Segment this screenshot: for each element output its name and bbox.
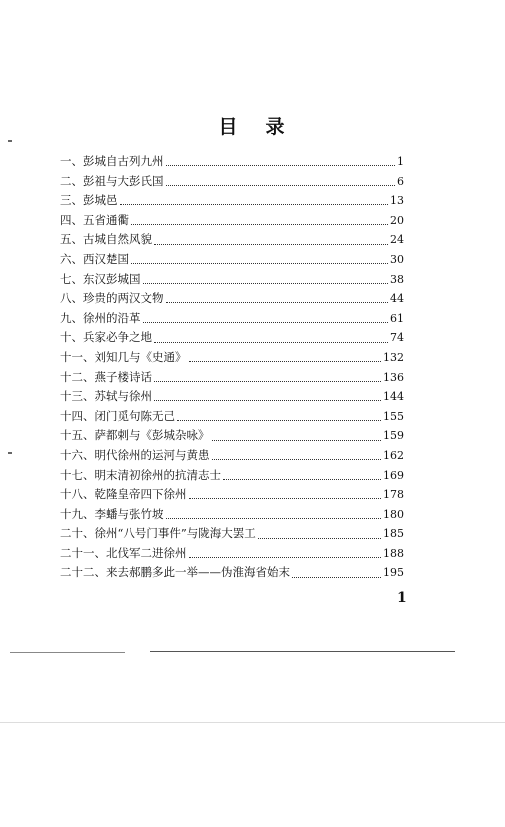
toc-entry-title: 四、五省通衢 [60, 212, 129, 227]
toc-entry-page: 155 [383, 409, 404, 423]
dot-leader [223, 469, 381, 480]
toc-entry [60, 309, 404, 329]
toc-entry-page: 188 [383, 546, 404, 560]
dot-leader [131, 214, 388, 225]
title-char-right: 录 [265, 116, 287, 138]
toc-entry-title: 十六、明代徐州的运河与黄患 [60, 447, 210, 462]
scan-mark [8, 140, 12, 142]
dot-leader [212, 430, 382, 441]
toc-entry [60, 446, 404, 466]
toc-entry-title: 九、徐州的沿革 [60, 310, 141, 325]
toc-entry-page: 136 [383, 370, 404, 384]
dot-leader [154, 332, 388, 343]
scan-mark [8, 452, 12, 454]
scan-line [150, 651, 455, 652]
toc-entry-title: 五、古城自然风貌 [60, 232, 152, 247]
toc-entry-page: 1 [397, 155, 404, 168]
dot-leader [189, 547, 382, 558]
toc-entry-title: 十五、萨都剌与《彭城杂咏》 [60, 428, 210, 443]
dot-leader [143, 273, 389, 284]
toc-entry-page: 195 [383, 566, 404, 580]
toc-entry-title: 十八、乾隆皇帝四下徐州 [60, 487, 187, 502]
toc-entry-page: 178 [383, 488, 404, 502]
dot-leader [258, 528, 381, 539]
toc-entry [60, 270, 404, 290]
toc-entry-page: 13 [390, 194, 404, 208]
toc-entry [60, 485, 404, 505]
dot-leader [292, 567, 381, 578]
dot-leader [154, 234, 388, 245]
dot-leader [166, 155, 396, 166]
dot-leader [189, 351, 382, 362]
toc-entry [60, 466, 404, 486]
dot-leader [131, 253, 388, 264]
toc-entry-title: 十三、苏轼与徐州 [60, 389, 152, 404]
toc-entry-page: 162 [383, 448, 404, 462]
toc-entry [60, 544, 404, 564]
toc-entry [60, 289, 404, 309]
toc-entry-title: 二、彭祖与大彭氏国 [60, 173, 164, 188]
toc-entry-page: 44 [390, 292, 404, 306]
toc-entry-page: 24 [390, 233, 404, 247]
title-char-left: 目 [218, 116, 240, 138]
toc-entry-page: 159 [383, 429, 404, 443]
toc-entry [60, 387, 404, 407]
toc-entry [60, 172, 404, 192]
page-title [0, 112, 505, 139]
toc-entry [60, 505, 404, 525]
dot-leader [154, 371, 381, 382]
dot-leader [177, 410, 381, 421]
dot-leader [189, 488, 382, 499]
toc-entry [60, 368, 404, 388]
dot-leader [166, 175, 396, 186]
dot-leader [166, 508, 382, 519]
page-number: 1 [397, 590, 407, 606]
toc-entry-title: 十九、李蟠与张竹坡 [60, 506, 164, 521]
toc-entry [60, 348, 404, 368]
table-of-contents [60, 152, 404, 583]
toc-entry [60, 230, 404, 250]
toc-entry [60, 426, 404, 446]
toc-entry-page: 180 [383, 507, 404, 521]
toc-entry-title: 二十二、来去郝鹏多此一举——伪淮海省始末 [60, 565, 290, 580]
toc-entry-title: 十一、刘知几与《史通》 [60, 349, 187, 364]
dot-leader [120, 194, 389, 205]
scan-line [0, 722, 505, 723]
dot-leader [143, 312, 389, 323]
toc-entry-title: 七、东汉彭城国 [60, 271, 141, 286]
toc-entry [60, 563, 404, 583]
toc-entry-title: 十七、明末清初徐州的抗清志士 [60, 467, 221, 482]
scan-line [10, 652, 125, 653]
toc-entry-title: 八、珍贵的两汉文物 [60, 291, 164, 306]
toc-entry [60, 407, 404, 427]
toc-entry-title: 十四、闭门觅句陈无己 [60, 408, 175, 423]
toc-entry-title: 十、兵家必争之地 [60, 330, 152, 345]
toc-entry-title: 十二、燕子楼诗话 [60, 369, 152, 384]
toc-entry-page: 38 [390, 272, 404, 286]
dot-leader [154, 390, 381, 401]
toc-entry [60, 250, 404, 270]
toc-entry-title: 二十、徐州“八号门事件”与陇海大罢工 [60, 526, 256, 541]
toc-entry-title: 三、彭城邑 [60, 193, 118, 208]
toc-entry [60, 152, 404, 172]
toc-entry-page: 144 [383, 390, 404, 404]
toc-entry-page: 30 [390, 252, 404, 266]
toc-entry [60, 328, 404, 348]
toc-entry-title: 二十一、北伐军二进徐州 [60, 545, 187, 560]
dot-leader [166, 292, 389, 303]
toc-entry-title: 一、彭城自古列九州 [60, 154, 164, 168]
toc-entry [60, 191, 404, 211]
toc-entry-page: 185 [383, 527, 404, 541]
toc-entry-page: 132 [383, 350, 404, 364]
toc-entry-page: 6 [397, 174, 404, 188]
toc-entry [60, 524, 404, 544]
toc-entry-page: 74 [390, 331, 404, 345]
toc-entry-page: 20 [390, 213, 404, 227]
toc-entry-page: 169 [383, 468, 404, 482]
toc-entry-page: 61 [390, 311, 404, 325]
dot-leader [212, 449, 382, 460]
toc-entry-title: 六、西汉楚国 [60, 251, 129, 266]
toc-entry [60, 211, 404, 231]
